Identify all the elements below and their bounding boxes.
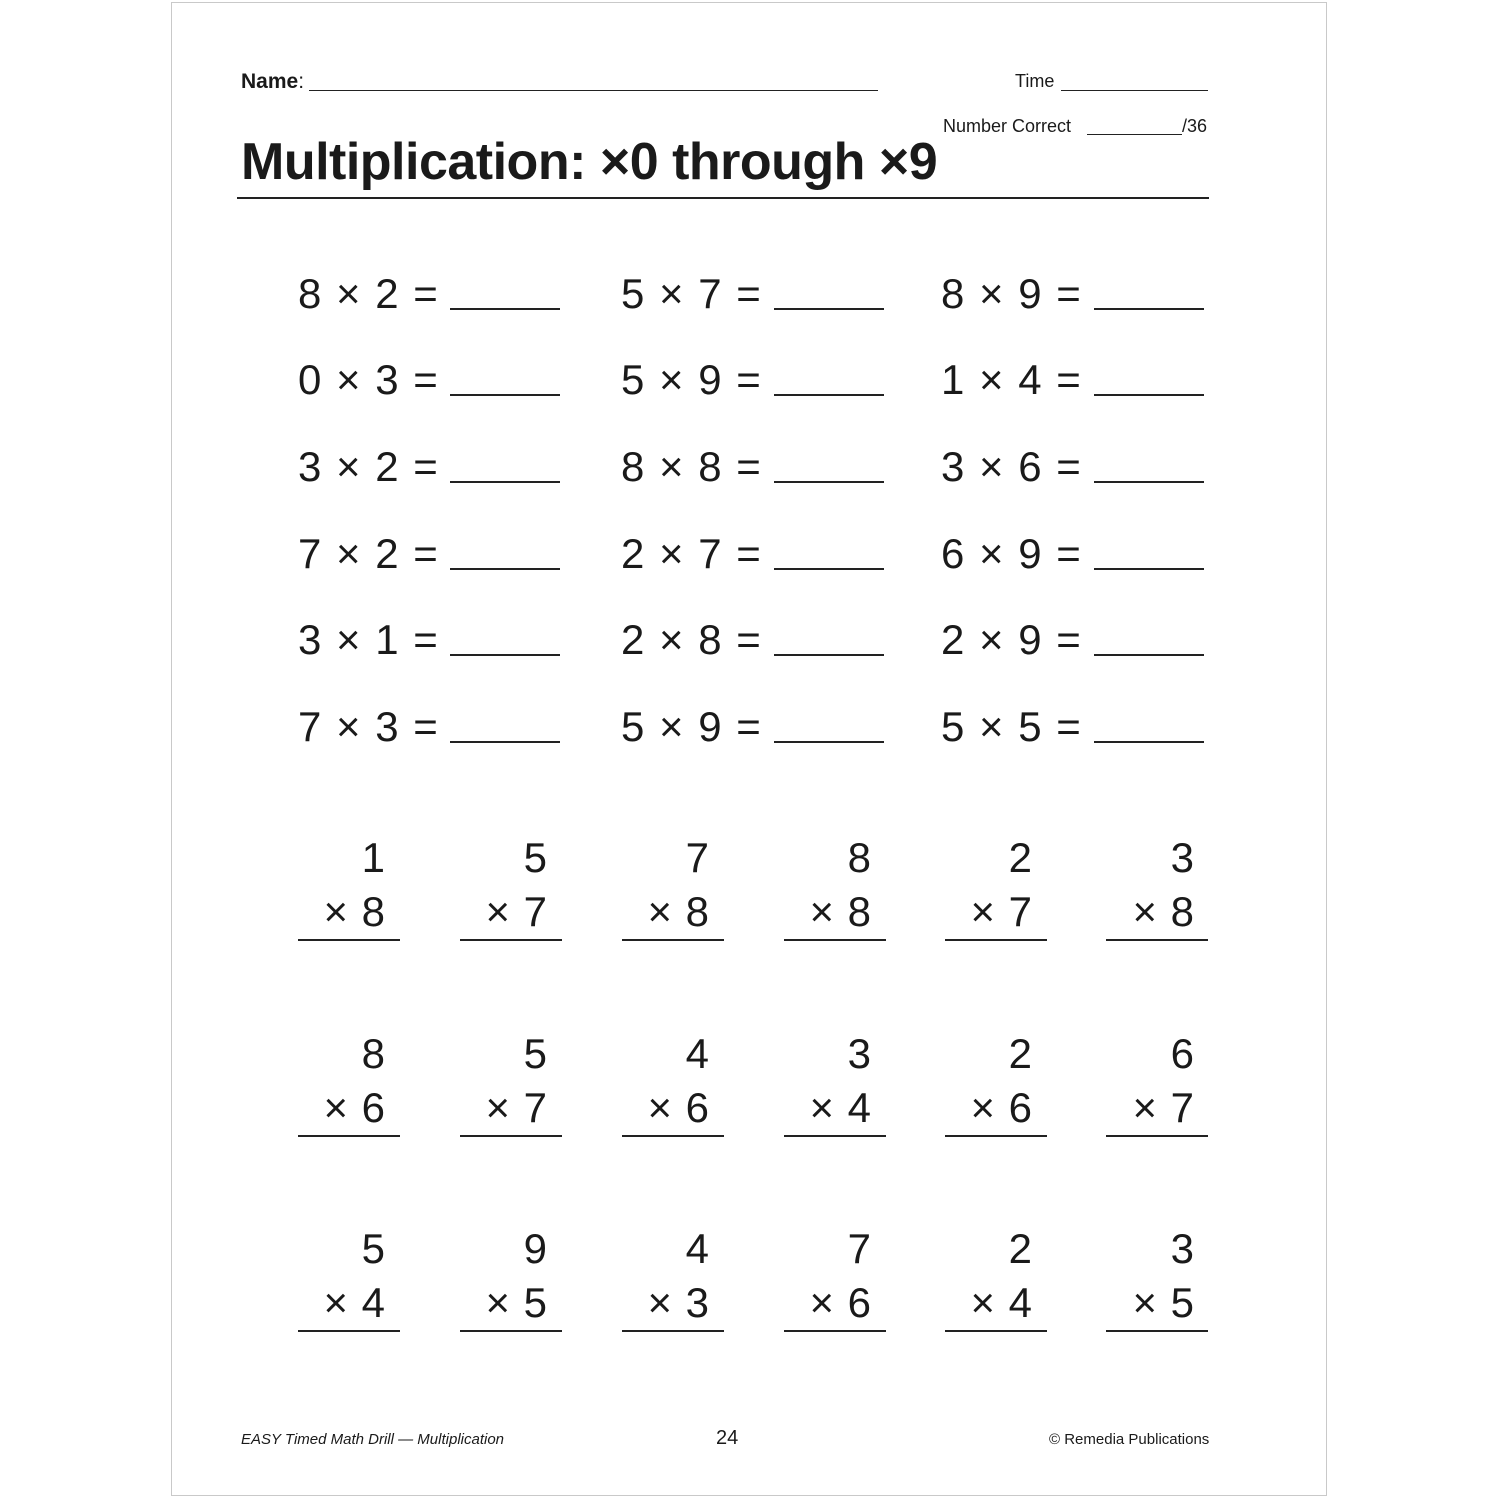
horizontal-problem: 0 × 3 = [298, 356, 438, 403]
vertical-problem-multiplier: × 6 [970, 1084, 1032, 1131]
vertical-problem-multiplicand: 5 [361, 1225, 385, 1272]
answer-rule[interactable] [622, 1135, 724, 1137]
vertical-problem-multiplicand: 9 [523, 1225, 547, 1272]
vertical-problem-multiplier: × 3 [647, 1279, 709, 1326]
answer-blank[interactable] [774, 308, 884, 310]
answer-blank[interactable] [1094, 394, 1204, 396]
answer-rule[interactable] [298, 1135, 400, 1137]
name-label: Name: [241, 70, 305, 93]
horizontal-problem: 3 × 1 = [298, 616, 438, 663]
answer-blank[interactable] [1094, 481, 1204, 483]
horizontal-problem: 8 × 9 = [941, 270, 1081, 317]
answer-rule[interactable] [945, 1330, 1047, 1332]
answer-rule[interactable] [298, 1330, 400, 1332]
vertical-problem-multiplicand: 3 [1170, 834, 1194, 881]
answer-rule[interactable] [1106, 1330, 1208, 1332]
vertical-problem-multiplier: × 8 [809, 888, 871, 935]
vertical-problem-multiplier: × 7 [1132, 1084, 1194, 1131]
answer-rule[interactable] [460, 939, 562, 941]
vertical-problem-multiplier: × 8 [323, 888, 385, 935]
answer-blank[interactable] [774, 741, 884, 743]
answer-blank[interactable] [450, 394, 560, 396]
footer-page-number: 24 [716, 1427, 739, 1449]
answer-blank[interactable] [1094, 654, 1204, 656]
answer-blank[interactable] [1094, 568, 1204, 570]
vertical-problem-multiplier: × 4 [809, 1084, 871, 1131]
vertical-problem-multiplier: × 5 [1132, 1279, 1194, 1326]
answer-rule[interactable] [784, 1330, 886, 1332]
answer-blank[interactable] [774, 568, 884, 570]
name-field-line[interactable] [309, 90, 878, 91]
answer-blank[interactable] [450, 741, 560, 743]
horizontal-problem: 1 × 4 = [941, 356, 1081, 403]
answer-blank[interactable] [450, 308, 560, 310]
answer-rule[interactable] [1106, 939, 1208, 941]
horizontal-problem: 5 × 7 = [621, 270, 761, 317]
vertical-problem-multiplier: × 7 [485, 888, 547, 935]
horizontal-problem: 8 × 2 = [298, 270, 438, 317]
vertical-problem-multiplicand: 8 [361, 1030, 385, 1077]
time-label: Time [1015, 71, 1055, 91]
vertical-problem-multiplier: × 6 [323, 1084, 385, 1131]
number-correct-field-line[interactable] [1087, 134, 1182, 135]
vertical-problem-multiplier: × 6 [647, 1084, 709, 1131]
answer-rule[interactable] [622, 1330, 724, 1332]
horizontal-problem: 6 × 9 = [941, 530, 1081, 577]
answer-rule[interactable] [784, 1135, 886, 1137]
vertical-problem-multiplicand: 2 [1008, 1030, 1032, 1077]
horizontal-problem: 7 × 2 = [298, 530, 438, 577]
vertical-problem-multiplier: × 7 [970, 888, 1032, 935]
horizontal-problem: 8 × 8 = [621, 443, 761, 490]
vertical-problem-multiplier: × 4 [323, 1279, 385, 1326]
title-divider [237, 197, 1209, 199]
footer-copyright: © Remedia Publications [1049, 1431, 1210, 1448]
vertical-problem-multiplicand: 4 [685, 1030, 709, 1077]
horizontal-problem: 3 × 6 = [941, 443, 1081, 490]
answer-blank[interactable] [450, 481, 560, 483]
answer-rule[interactable] [945, 1135, 1047, 1137]
answer-rule[interactable] [298, 939, 400, 941]
horizontal-problem: 2 × 8 = [621, 616, 761, 663]
horizontal-problem: 7 × 3 = [298, 703, 438, 750]
footer-book-title: EASY Timed Math Drill — Multiplication [241, 1431, 505, 1448]
vertical-problem-multiplier: × 8 [647, 888, 709, 935]
horizontal-problem: 3 × 2 = [298, 443, 438, 490]
vertical-problem-multiplicand: 3 [1170, 1225, 1194, 1272]
page-title: Multiplication: ×0 through ×9 [241, 133, 938, 191]
answer-rule[interactable] [784, 939, 886, 941]
answer-blank[interactable] [774, 394, 884, 396]
vertical-problem-multiplicand: 7 [847, 1225, 871, 1272]
answer-blank[interactable] [450, 568, 560, 570]
answer-rule[interactable] [460, 1135, 562, 1137]
answer-blank[interactable] [774, 654, 884, 656]
vertical-problem-multiplier: × 7 [485, 1084, 547, 1131]
vertical-problem-multiplier: × 5 [485, 1279, 547, 1326]
vertical-problem-multiplicand: 4 [685, 1225, 709, 1272]
time-field-line[interactable] [1061, 90, 1208, 91]
answer-rule[interactable] [1106, 1135, 1208, 1137]
answer-blank[interactable] [450, 654, 560, 656]
horizontal-problem: 5 × 5 = [941, 703, 1081, 750]
vertical-problem-multiplicand: 5 [523, 834, 547, 881]
answer-blank[interactable] [1094, 741, 1204, 743]
vertical-problem-multiplicand: 1 [361, 834, 385, 881]
vertical-problem-multiplier: × 4 [970, 1279, 1032, 1326]
horizontal-problem: 2 × 7 = [621, 530, 761, 577]
vertical-problem-multiplicand: 2 [1008, 834, 1032, 881]
horizontal-problem: 5 × 9 = [621, 356, 761, 403]
number-correct-total: /36 [1182, 116, 1208, 136]
vertical-problem-multiplicand: 8 [847, 834, 871, 881]
horizontal-problem: 5 × 9 = [621, 703, 761, 750]
horizontal-problem: 2 × 9 = [941, 616, 1081, 663]
answer-blank[interactable] [774, 481, 884, 483]
vertical-problem-multiplier: × 6 [809, 1279, 871, 1326]
vertical-problem-multiplicand: 7 [685, 834, 709, 881]
vertical-problem-multiplicand: 5 [523, 1030, 547, 1077]
answer-rule[interactable] [460, 1330, 562, 1332]
answer-rule[interactable] [622, 939, 724, 941]
vertical-problem-multiplicand: 2 [1008, 1225, 1032, 1272]
answer-blank[interactable] [1094, 308, 1204, 310]
number-correct-label: Number Correct [943, 116, 1072, 136]
vertical-problem-multiplicand: 6 [1170, 1030, 1194, 1077]
vertical-problem-multiplicand: 3 [847, 1030, 871, 1077]
answer-rule[interactable] [945, 939, 1047, 941]
vertical-problem-multiplier: × 8 [1132, 888, 1194, 935]
